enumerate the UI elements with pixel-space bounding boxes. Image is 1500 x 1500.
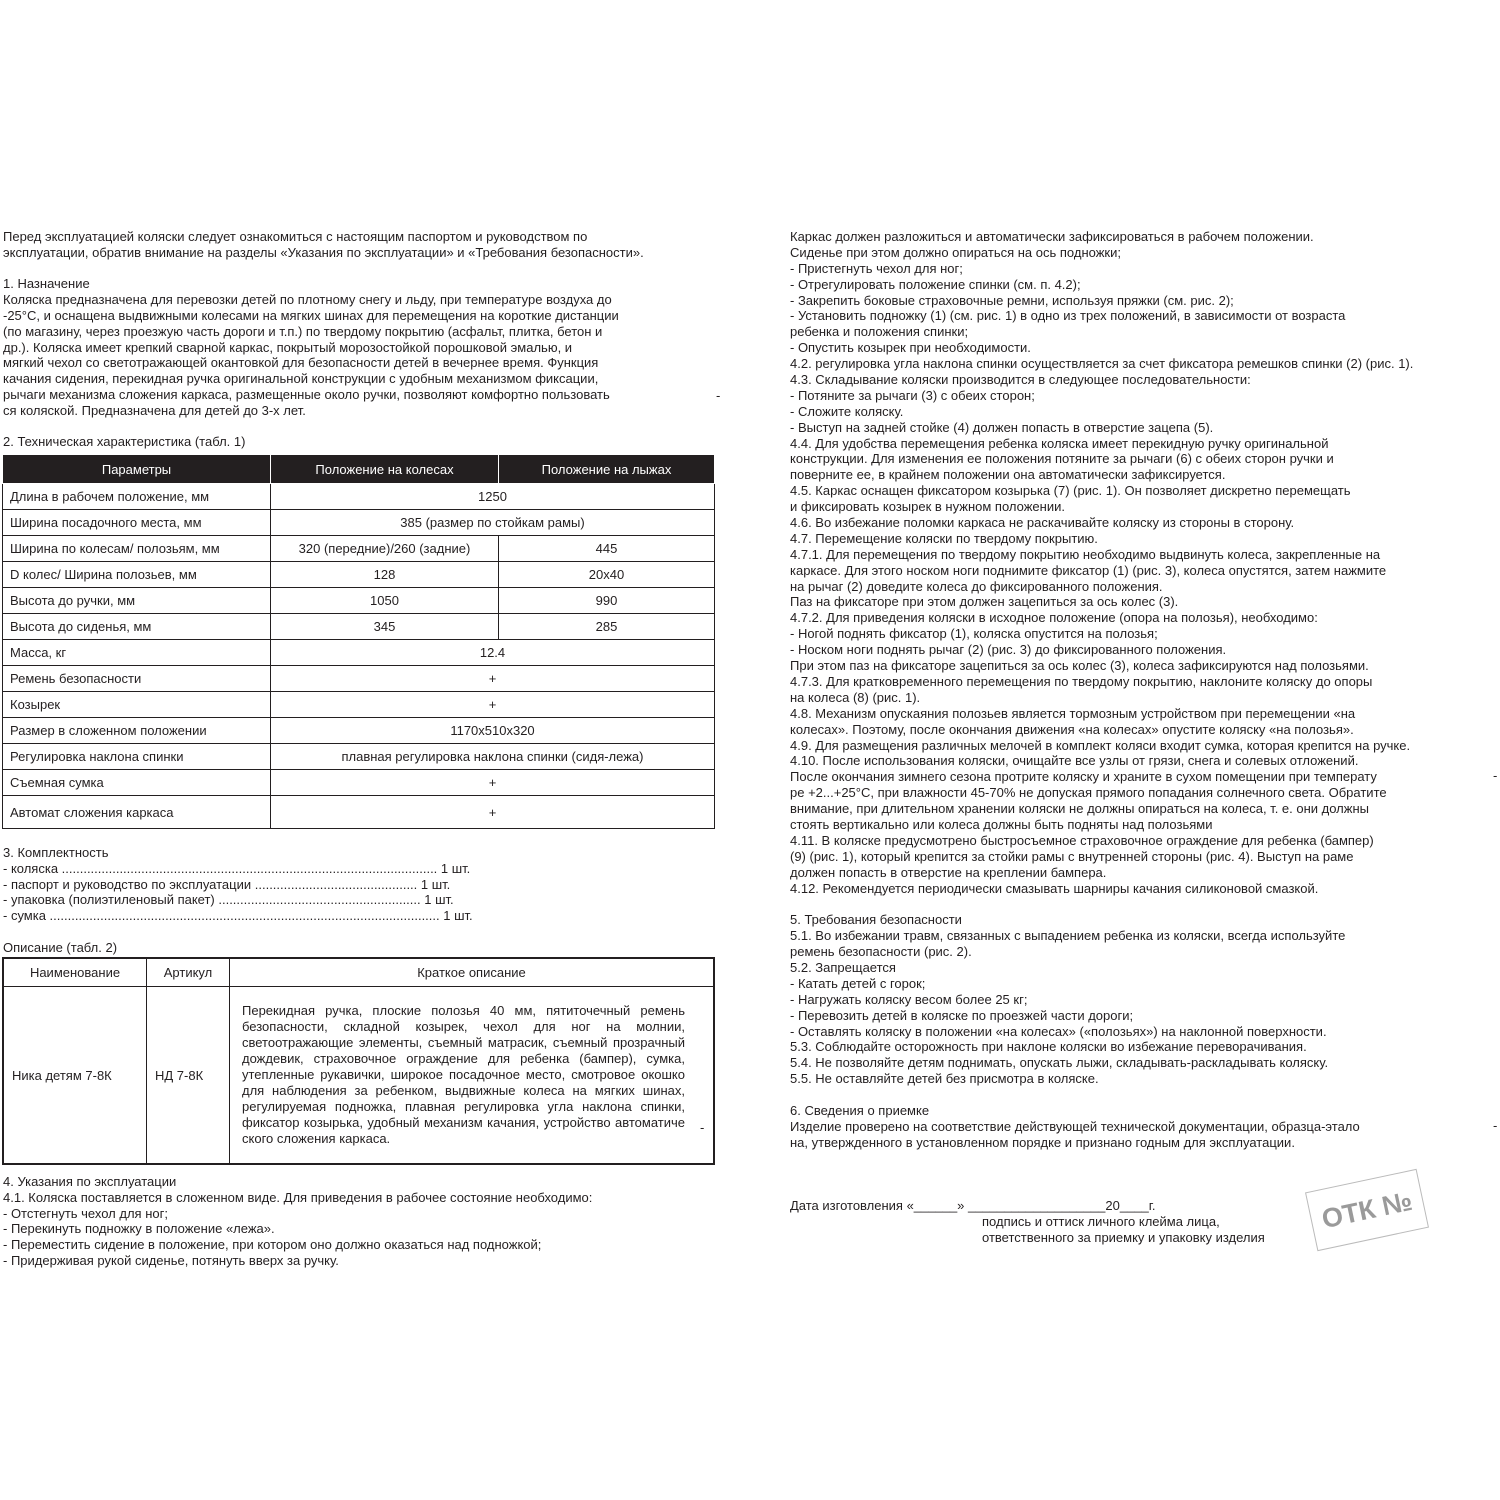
- text-line: 5.2. Запрещается: [790, 959, 896, 975]
- text-line: - Пристегнуть чехол для ног;: [790, 260, 963, 276]
- text-line: ся коляской. Предназначена для детей до 3-х лет.: [3, 402, 306, 418]
- text-line: - Сложите коляску.: [790, 403, 904, 419]
- text-line: 5.5. Не оставляйте детей без присмотра в коляске.: [790, 1071, 1099, 1087]
- parameter-cell: Ширина посадочного места, мм: [3, 510, 271, 536]
- value-cell-merged: +: [271, 770, 715, 796]
- header-name: Наименование: [3, 958, 147, 987]
- text-line: ремень безопасности (рис. 2).: [790, 944, 972, 960]
- skis-value-cell: 20x40: [499, 562, 715, 588]
- text-line: Каркас должен разложиться и автоматически зафиксироваться в рабочем положении.: [790, 229, 1314, 244]
- table-row: [3, 484, 715, 510]
- text-line: на колеса (8) (рис. 1).: [790, 689, 921, 705]
- table-row: [3, 692, 715, 718]
- text-line: 4.10. После использования коляски, очищайте все узлы от грязи, снега и солевых отложений.: [790, 753, 1359, 769]
- text-line: и фиксировать козырек в нужном положении.: [790, 499, 1065, 515]
- text-line: - Потяните за рычаги (3) с обеих сторон;: [790, 387, 1035, 403]
- text-line: Паз на фиксаторе при этом должен зацепиться за ось колес (3).: [790, 594, 1179, 610]
- text-line: 4.7.1. Для перемещения по твердому покрытию необходимо выдвинуть колеса, закрепленные на: [790, 546, 1381, 562]
- text-line: качания сидения, перекидная ручка оригинальной конструкции с удобным механизмом фиксации,: [3, 371, 599, 387]
- text-line: - Переместить сидение в положение, при котором оно должно оказаться над подножкой;: [3, 1237, 542, 1253]
- text-line: 5. Требования безопасности: [790, 912, 962, 928]
- text-line: - Придерживая рукой сиденье, потянуть вверх за ручку.: [3, 1252, 339, 1268]
- table-row: [3, 614, 715, 640]
- text-line: - Катать детей с горок;: [790, 975, 926, 991]
- text-line: - коляска ........................................................................................................ 1 шт.: [3, 860, 471, 876]
- text-line: 4.1. Коляска поставляется в сложенном виде. Для приведения в рабочее состояние необходимо:: [3, 1189, 593, 1205]
- blank-line: [790, 1087, 1470, 1103]
- text-line: ре +2...+25°С, при влажности 45-70% не допуская прямого попадания солнечного света. Обратите: [790, 785, 1387, 801]
- skis-value-cell: 285: [499, 614, 715, 640]
- table-row: [3, 987, 714, 1165]
- text-line: эксплуатации, обратив внимание на разделы «Указания по эксплуатации» и «Требования безопасности».: [3, 244, 644, 260]
- value-cell-merged: +: [271, 692, 715, 718]
- text-line: - Нагружать коляску весом более 25 кг;: [790, 991, 1028, 1007]
- table-row: [3, 666, 715, 692]
- parameter-cell: Козырек: [3, 692, 271, 718]
- blank-line: [790, 896, 1470, 912]
- text-line: 3. Комплектность: [3, 845, 109, 860]
- right-column-text: [790, 229, 1470, 1151]
- wheels-value-cell: 320 (передние)/260 (задние): [271, 536, 499, 562]
- text-line: 4.3. Складывание коляски производится в следующее последовательности:: [790, 372, 1251, 388]
- text-line: После окончания зимнего сезона протрите коляску и храните в сухом помещении при температу: [790, 769, 1377, 785]
- blank-line: [3, 924, 463, 940]
- text-line: 4.7.2. Для приведения коляски в исходное положение (опора на полозья), необходимо:: [790, 610, 1318, 626]
- text-line: 4.6. Во избежание поломки каркаса не раскачивайте коляску из стороны в сторону.: [790, 515, 1295, 531]
- parameter-cell: Высота до ручки, мм: [3, 588, 271, 614]
- parameter-cell: Ширина по колесам/ полозьям, мм: [3, 536, 271, 562]
- text-line: 4. Указания по эксплуатации: [3, 1174, 177, 1189]
- description-table: [2, 957, 715, 1165]
- text-line: - Ногой поднять фиксатор (1), коляска опустится на полозья;: [790, 626, 1158, 642]
- text-line: - Оставлять коляску в положении «на колесах» («полозьях») на наклонной поверхности.: [790, 1023, 1327, 1039]
- text-line: - Установить подножку (1) (см. рис. 1) в одно из трех положений, в зависимости от возраста: [790, 308, 1346, 324]
- otk-stamp: ОТК №: [1305, 1169, 1429, 1251]
- table-row: [3, 796, 715, 829]
- text-line: внимание, при длительном хранении коляски не должны опираться на колеса, т. е. они должны: [790, 801, 1369, 817]
- wheels-value-cell: 1050: [271, 588, 499, 614]
- text-line: 2. Техническая характеристика (табл. 1): [3, 434, 246, 450]
- text-line: - упаковка (полиэтиленовый пакет) ........................................................ 1 шт.: [3, 892, 454, 908]
- value-cell-merged: +: [271, 796, 715, 829]
- text-line: на, утвержденного в установленном порядке и признано годным для эксплуатации.: [790, 1134, 1295, 1150]
- text-line: 4.4. Для удобства перемещения ребенка коляска имеет перекидную ручку оригинальной: [790, 435, 1329, 451]
- text-line: поверните ее, в крайнем положении она автоматически зафиксируется.: [790, 467, 1226, 483]
- parameter-cell: Высота до сиденья, мм: [3, 614, 271, 640]
- text-line: 4.8. Механизм опускаяния полозьев является тормозным устройством при перемещении «на: [790, 705, 1356, 721]
- table-header-row: [3, 456, 715, 484]
- text-line: Коляска предназначена для перевозки детей по плотному снегу и льду, при температуре воздуха до: [3, 292, 612, 308]
- text-line: 6. Сведения о приемке: [790, 1102, 930, 1118]
- text-line: 4.7.3. Для кратковременного перемещения по твердому покрытию, наклоните коляску до опоры: [790, 673, 1373, 689]
- parameter-cell: Ремень безопасности: [3, 666, 271, 692]
- text-line: - Закрепить боковые страховочные ремни, используя пряжки (см. рис. 2);: [790, 292, 1234, 308]
- text-line: - Носком ноги поднять рычаг (2) (рис. 3) до фиксированного положения.: [790, 642, 1227, 658]
- table-row: [3, 510, 715, 536]
- text-line: 4.2. регулировка угла наклона спинки осуществляется за счет фиксатора ремешков спинки (2) (рис. 1).: [790, 356, 1414, 372]
- parameter-cell: Размер в сложенном положении: [3, 718, 271, 744]
- text-line: 4.9. Для размещения различных мелочей в комплект коляси входит сумка, которая крепится на ручке.: [790, 737, 1411, 753]
- header-description: Краткое описание: [230, 958, 715, 987]
- table-row: [3, 744, 715, 770]
- text-line: (по магазину, через проезжую часть дороги и т.п.) по твердому покрытию (асфальт, плитка, бетон и: [3, 323, 603, 339]
- wheels-value-cell: 345: [271, 614, 499, 640]
- text-line: - сумка ............................................................................................................ 1 шт.: [3, 908, 473, 924]
- text-line: 1. Назначение: [3, 276, 90, 292]
- header-skis: Положение на лыжах: [499, 456, 715, 484]
- product-description: Перекидная ручка, плоские полозья 40 мм, пятиточечный ремень безопасности, складной козырек, чехол для ног на молнии, светоотражающие элементы, съемный матрасик, съемный прозрачный дождевик, страховочное ограждение для ребенка (бампер), сумка, утепленные рукавички, широкое посадочное место, смотровое окошко для наблюдения за ребенком, выдвижные колеса на мягких шинах, регулируемая подножка, плавная регулировка угла наклона спинки, фиксатор козырька, удобный механизм качания, устройство автоматиче ского сложения каркаса.: [230, 987, 715, 1165]
- skis-value-cell: 990: [499, 588, 715, 614]
- value-cell-merged: 12.4: [271, 640, 715, 666]
- text-line: на рычаг (2) доведите колеса до фиксированного положения.: [790, 578, 1163, 594]
- text-line: 4.5. Каркас оснащен фиксатором козырька (7) (рис. 1). Он позволяет дискретно перемещать: [790, 483, 1351, 499]
- parameter-cell: D колес/ Ширина полозьев, мм: [3, 562, 271, 588]
- parameter-cell: Съемная сумка: [3, 770, 271, 796]
- text-line: должен попасть в отверстие на креплении бампера.: [790, 864, 1107, 880]
- text-line: Описание (табл. 2): [3, 939, 118, 955]
- hyphen-mark: -: [700, 1120, 705, 1135]
- table-row: [3, 718, 715, 744]
- value-cell-merged: +: [271, 666, 715, 692]
- skis-value-cell: 445: [499, 536, 715, 562]
- text-line: При этом паз на фиксаторе зацепиться за ось колес (3), колеса зафиксируются над полозьями.: [790, 658, 1369, 674]
- value-cell-merged: 385 (размер по стойкам рамы): [271, 510, 715, 536]
- text-line: стоять вертикально или колеса должны быть подняты над полозьями: [790, 816, 1213, 832]
- operating-instructions-section: [3, 1174, 703, 1269]
- wheels-value-cell: 128: [271, 562, 499, 588]
- blank-line: [3, 419, 683, 435]
- signature-caption-line1: подпись и оттиск личного клейма лица,: [982, 1214, 1220, 1229]
- text-line: - Отрегулировать положение спинки (см. п. 4.2);: [790, 276, 1081, 292]
- contents-section: [3, 845, 473, 956]
- table-header-row: [3, 958, 714, 987]
- text-line: 5.4. Не позволяйте детям поднимать, опускать лыжи, складывать-раскладывать коляску.: [790, 1055, 1329, 1071]
- text-line: - паспорт и руководство по эксплуатации ............................................. 1 шт.: [3, 876, 451, 892]
- manufacture-date-field: Дата изготовления «______» ___________________20____г.: [790, 1198, 1156, 1213]
- specifications-table: [2, 455, 715, 829]
- text-line: Изделие проверено на соответствие действующей технической документации, образца-этало: [790, 1118, 1360, 1134]
- product-name: Ника детям 7-8К: [3, 987, 147, 1165]
- product-article: НД 7-8К: [147, 987, 230, 1165]
- text-line: ребенка и положения спинки;: [790, 324, 969, 340]
- text-line: колесах». Поэтому, после окончания движения «на колесах» опустите коляску «на полозья».: [790, 721, 1354, 737]
- text-line: - Отстегнуть чехол для ног;: [3, 1205, 168, 1221]
- header-article: Артикул: [147, 958, 230, 987]
- table-row: [3, 770, 715, 796]
- text-line: - Опустить козырек при необходимости.: [790, 340, 1031, 356]
- hyphen-mark: -: [1493, 768, 1498, 783]
- text-line: - Выступ на задней стойке (4) должен попасть в отверстие зацепа (5).: [790, 419, 1214, 435]
- text-line: мягкий чехол со светотражающей окантовкой для безопасности детей в вечернее время. Функция: [3, 355, 599, 371]
- table-row: [3, 536, 715, 562]
- signature-caption-line2: ответственного за приемку и упаковку изделия: [982, 1230, 1265, 1245]
- parameter-cell: Масса, кг: [3, 640, 271, 666]
- hyphen-mark: -: [1493, 1118, 1498, 1133]
- text-line: 4.11. В коляске предусмотрено быстросъемное страховочное ограждение для ребенка (бампер): [790, 832, 1374, 848]
- header-wheels: Положение на колесах: [271, 456, 499, 484]
- text-line: (9) (рис. 1), который крепится за стойки рамы с внутренней стороны (рис. 4). Выступ на раме: [790, 848, 1354, 864]
- text-line: - Перекинуть подножку в положение «лежа».: [3, 1221, 275, 1237]
- hyphen-mark: -: [716, 388, 721, 403]
- table-row: [3, 562, 715, 588]
- text-line: 4.12. Рекомендуется периодически смазывать шарниры качания силиконовой смазкой.: [790, 880, 1319, 896]
- text-line: -25°С, и оснащена выдвижными колесами на мягких шинах для перемещения на короткие дистанции: [3, 307, 619, 323]
- text-line: - Перевозить детей в коляске по проезжей части дороги;: [790, 1007, 1134, 1023]
- text-line: каркасе. Для этого носком ноги поднимите фиксатор (1) (рис. 3), колеса опустятся, затем нажмите: [790, 562, 1387, 578]
- text-line: 5.1. Во избежании травм, связанных с выпадением ребенка из коляски, всегда используйте: [790, 928, 1346, 944]
- blank-line: [3, 261, 683, 277]
- parameter-cell: Автомат сложения каркаса: [3, 796, 271, 829]
- intro-section: [3, 229, 683, 450]
- text-line: 5.3. Соблюдайте осторожность при наклоне коляски во избежание переворачивания.: [790, 1039, 1307, 1055]
- table-row: [3, 588, 715, 614]
- parameter-cell: Регулировка наклона спинки: [3, 744, 271, 770]
- value-cell-merged: плавная регулировка наклона спинки (сидя-лежа): [271, 744, 715, 770]
- text-line: Перед эксплуатацией коляски следует ознакомиться с настоящим паспортом и руководством по: [3, 229, 588, 244]
- text-line: конструкции. Для изменения ее положения потяните за рычаги (6) с обеих сторон ручки и: [790, 451, 1334, 467]
- table-row: [3, 640, 715, 666]
- value-cell-merged: 1170x510x320: [271, 718, 715, 744]
- text-line: др.). Коляска имеет крепкий сварной каркас, покрытый морозостойкой порошковой эмалью, и: [3, 339, 573, 355]
- text-line: 4.7. Перемещение коляски по твердому покрытию.: [790, 530, 1098, 546]
- header-parameters: Параметры: [3, 456, 271, 484]
- value-cell-merged: 1250: [271, 484, 715, 510]
- parameter-cell: Длина в рабочем положение, мм: [3, 484, 271, 510]
- text-line: рычаги механизма сложения каркаса, размещенные около ручки, позволяют комфортно пользовать: [3, 386, 610, 402]
- text-line: Сиденье при этом должно опираться на ось подножки;: [790, 244, 1121, 260]
